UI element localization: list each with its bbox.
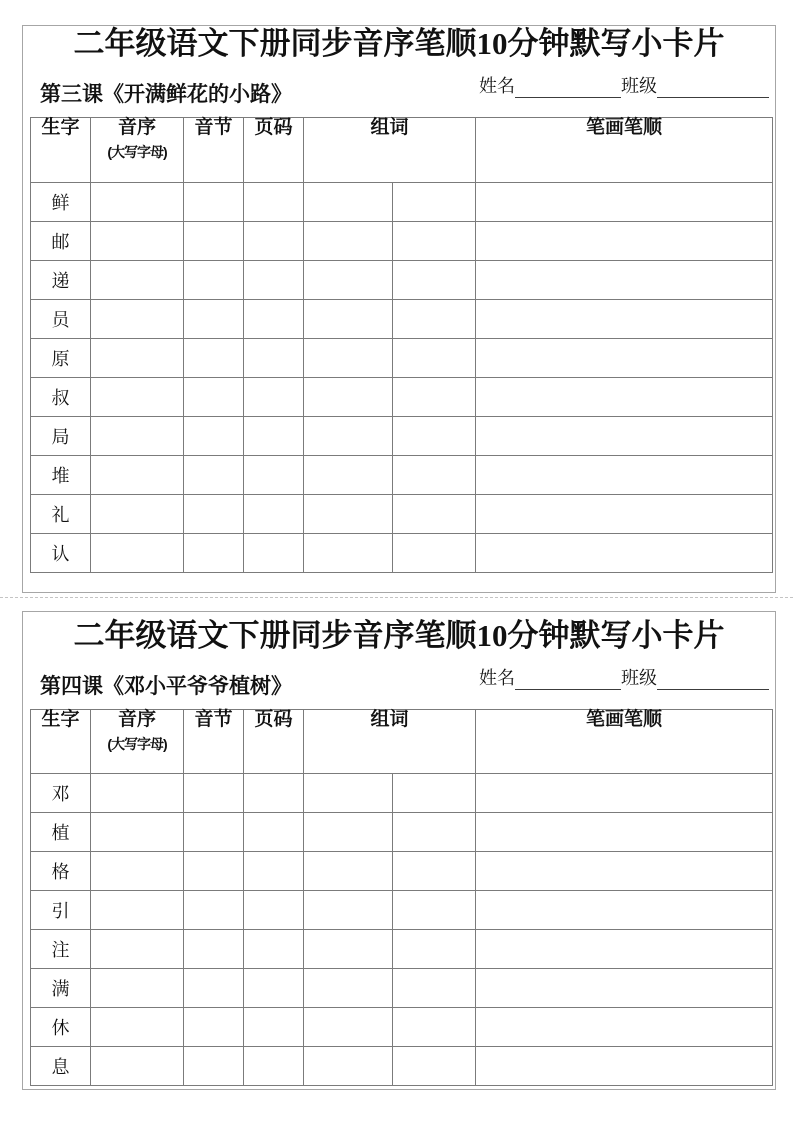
page-cell (244, 377, 304, 416)
header-phonetic-label: 音序 (117, 116, 156, 138)
character-cell: 原 (31, 338, 91, 377)
header-phonetic (91, 117, 184, 182)
phonetic-cell (91, 1046, 184, 1085)
strokes-cell (476, 416, 773, 455)
header-phonetic-note: (大写字母) (107, 144, 167, 161)
header-strokes: 笔画笔顺 (476, 117, 773, 182)
character-cell: 员 (31, 299, 91, 338)
words-cell-1 (304, 455, 393, 494)
character-cell: 局 (31, 416, 91, 455)
page-cell (244, 416, 304, 455)
page-cell (244, 968, 304, 1007)
words-cell-2 (393, 455, 476, 494)
character-cell: 注 (31, 929, 91, 968)
table-row (31, 416, 773, 455)
syllable-cell (184, 455, 244, 494)
page-cell (244, 338, 304, 377)
page-cell (244, 533, 304, 572)
words-cell-2 (393, 851, 476, 890)
syllable-cell (184, 890, 244, 929)
table-row (31, 1007, 773, 1046)
table-row (31, 338, 773, 377)
lesson-heading: 第三课《开满鲜花的小路》 (40, 82, 292, 106)
header-syllable: 音节 (184, 117, 244, 182)
name-class-line (479, 664, 769, 690)
character-cell: 休 (31, 1007, 91, 1046)
header-page: 页码 (244, 709, 304, 773)
dictation-table (30, 117, 773, 573)
class-label: 班级 (621, 667, 657, 688)
strokes-cell (476, 1046, 773, 1085)
words-cell-2 (393, 812, 476, 851)
table-row (31, 812, 773, 851)
header-page: 页码 (244, 117, 304, 182)
words-cell-2 (393, 260, 476, 299)
strokes-cell (476, 494, 773, 533)
words-cell-2 (393, 494, 476, 533)
header-phonetic-note: (大写字母) (107, 736, 167, 753)
table-row (31, 221, 773, 260)
table-row (31, 182, 773, 221)
words-cell-1 (304, 299, 393, 338)
strokes-cell (476, 533, 773, 572)
header-words: 组词 (304, 709, 476, 773)
name-label: 姓名 (479, 667, 515, 688)
syllable-cell (184, 377, 244, 416)
character-cell: 格 (31, 851, 91, 890)
strokes-cell (476, 890, 773, 929)
strokes-cell (476, 773, 773, 812)
words-cell-1 (304, 1046, 393, 1085)
strokes-cell (476, 812, 773, 851)
words-cell-1 (304, 851, 393, 890)
words-cell-2 (393, 1007, 476, 1046)
words-cell-1 (304, 416, 393, 455)
character-cell: 息 (31, 1046, 91, 1085)
character-cell: 满 (31, 968, 91, 1007)
words-cell-2 (393, 968, 476, 1007)
words-cell-1 (304, 182, 393, 221)
syllable-cell (184, 1046, 244, 1085)
phonetic-cell (91, 494, 184, 533)
phonetic-cell (91, 812, 184, 851)
page-cell (244, 455, 304, 494)
syllable-cell (184, 1007, 244, 1046)
words-cell-2 (393, 1046, 476, 1085)
page-cell (244, 299, 304, 338)
words-cell-1 (304, 890, 393, 929)
syllable-cell (184, 533, 244, 572)
header-words: 组词 (304, 117, 476, 182)
class-blank-line (657, 670, 769, 690)
syllable-cell (184, 812, 244, 851)
page-cell (244, 812, 304, 851)
syllable-cell (184, 494, 244, 533)
table-row (31, 494, 773, 533)
page-cell (244, 221, 304, 260)
lesson-heading: 第四课《邓小平爷爷植树》 (40, 674, 292, 698)
strokes-cell (476, 260, 773, 299)
character-cell: 礼 (31, 494, 91, 533)
header-char: 生字 (31, 709, 91, 773)
words-cell-2 (393, 221, 476, 260)
class-blank-line (657, 78, 769, 98)
table-row (31, 377, 773, 416)
words-cell-1 (304, 1007, 393, 1046)
strokes-cell (476, 851, 773, 890)
words-cell-2 (393, 299, 476, 338)
page-cell (244, 1007, 304, 1046)
syllable-cell (184, 260, 244, 299)
syllable-cell (184, 416, 244, 455)
table-row (31, 929, 773, 968)
table-row (31, 299, 773, 338)
class-label: 班级 (621, 75, 657, 96)
table-row (31, 851, 773, 890)
strokes-cell (476, 968, 773, 1007)
page-cell (244, 182, 304, 221)
character-cell: 植 (31, 812, 91, 851)
strokes-cell (476, 1007, 773, 1046)
table-header-row (31, 117, 773, 182)
strokes-cell (476, 377, 773, 416)
syllable-cell (184, 929, 244, 968)
words-cell-1 (304, 377, 393, 416)
phonetic-cell (91, 260, 184, 299)
words-cell-1 (304, 260, 393, 299)
words-cell-1 (304, 812, 393, 851)
phonetic-cell (91, 416, 184, 455)
name-class-line (479, 72, 769, 98)
page-cell (244, 773, 304, 812)
table-row (31, 773, 773, 812)
page-break-divider (0, 597, 793, 598)
phonetic-cell (91, 338, 184, 377)
words-cell-1 (304, 221, 393, 260)
page-cell (244, 890, 304, 929)
flashcard-lesson-4 (22, 611, 776, 1090)
phonetic-cell (91, 890, 184, 929)
words-cell-2 (393, 182, 476, 221)
character-cell: 递 (31, 260, 91, 299)
strokes-cell (476, 338, 773, 377)
dictation-table (30, 709, 773, 1086)
phonetic-cell (91, 773, 184, 812)
syllable-cell (184, 851, 244, 890)
words-cell-1 (304, 533, 393, 572)
syllable-cell (184, 338, 244, 377)
strokes-cell (476, 182, 773, 221)
character-cell: 鲜 (31, 182, 91, 221)
phonetic-cell (91, 929, 184, 968)
character-cell: 邮 (31, 221, 91, 260)
strokes-cell (476, 929, 773, 968)
table-row (31, 260, 773, 299)
flashcard-lesson-3 (22, 25, 776, 593)
words-cell-2 (393, 773, 476, 812)
phonetic-cell (91, 377, 184, 416)
meta-row (23, 653, 775, 709)
table-row (31, 968, 773, 1007)
card-title: 二年级语文下册同步音序笔顺10分钟默写小卡片 (73, 618, 725, 653)
words-cell-1 (304, 929, 393, 968)
words-cell-2 (393, 338, 476, 377)
phonetic-cell (91, 299, 184, 338)
character-cell: 堆 (31, 455, 91, 494)
name-blank-line (515, 78, 621, 98)
phonetic-cell (91, 221, 184, 260)
page-cell (244, 851, 304, 890)
phonetic-cell (91, 851, 184, 890)
table-header-row (31, 709, 773, 773)
strokes-cell (476, 299, 773, 338)
syllable-cell (184, 299, 244, 338)
card-title: 二年级语文下册同步音序笔顺10分钟默写小卡片 (73, 26, 725, 61)
syllable-cell (184, 773, 244, 812)
character-cell: 认 (31, 533, 91, 572)
syllable-cell (184, 182, 244, 221)
header-strokes: 笔画笔顺 (476, 709, 773, 773)
page-cell (244, 1046, 304, 1085)
syllable-cell (184, 221, 244, 260)
words-cell-2 (393, 377, 476, 416)
strokes-cell (476, 221, 773, 260)
phonetic-cell (91, 455, 184, 494)
words-cell-2 (393, 929, 476, 968)
character-cell: 邓 (31, 773, 91, 812)
header-char: 生字 (31, 117, 91, 182)
page-cell (244, 929, 304, 968)
table-row (31, 890, 773, 929)
words-cell-1 (304, 773, 393, 812)
table-row (31, 455, 773, 494)
phonetic-cell (91, 182, 184, 221)
header-phonetic (91, 709, 184, 773)
phonetic-cell (91, 1007, 184, 1046)
header-phonetic-label: 音序 (117, 708, 156, 730)
words-cell-2 (393, 890, 476, 929)
table-row (31, 1046, 773, 1085)
words-cell-1 (304, 968, 393, 1007)
words-cell-2 (393, 533, 476, 572)
words-cell-1 (304, 338, 393, 377)
character-cell: 叔 (31, 377, 91, 416)
character-cell: 引 (31, 890, 91, 929)
name-label: 姓名 (479, 75, 515, 96)
phonetic-cell (91, 533, 184, 572)
phonetic-cell (91, 968, 184, 1007)
words-cell-1 (304, 494, 393, 533)
syllable-cell (184, 968, 244, 1007)
strokes-cell (476, 455, 773, 494)
page-cell (244, 260, 304, 299)
page-cell (244, 494, 304, 533)
name-blank-line (515, 670, 621, 690)
words-cell-2 (393, 416, 476, 455)
meta-row (23, 61, 775, 117)
table-row (31, 533, 773, 572)
header-syllable: 音节 (184, 709, 244, 773)
